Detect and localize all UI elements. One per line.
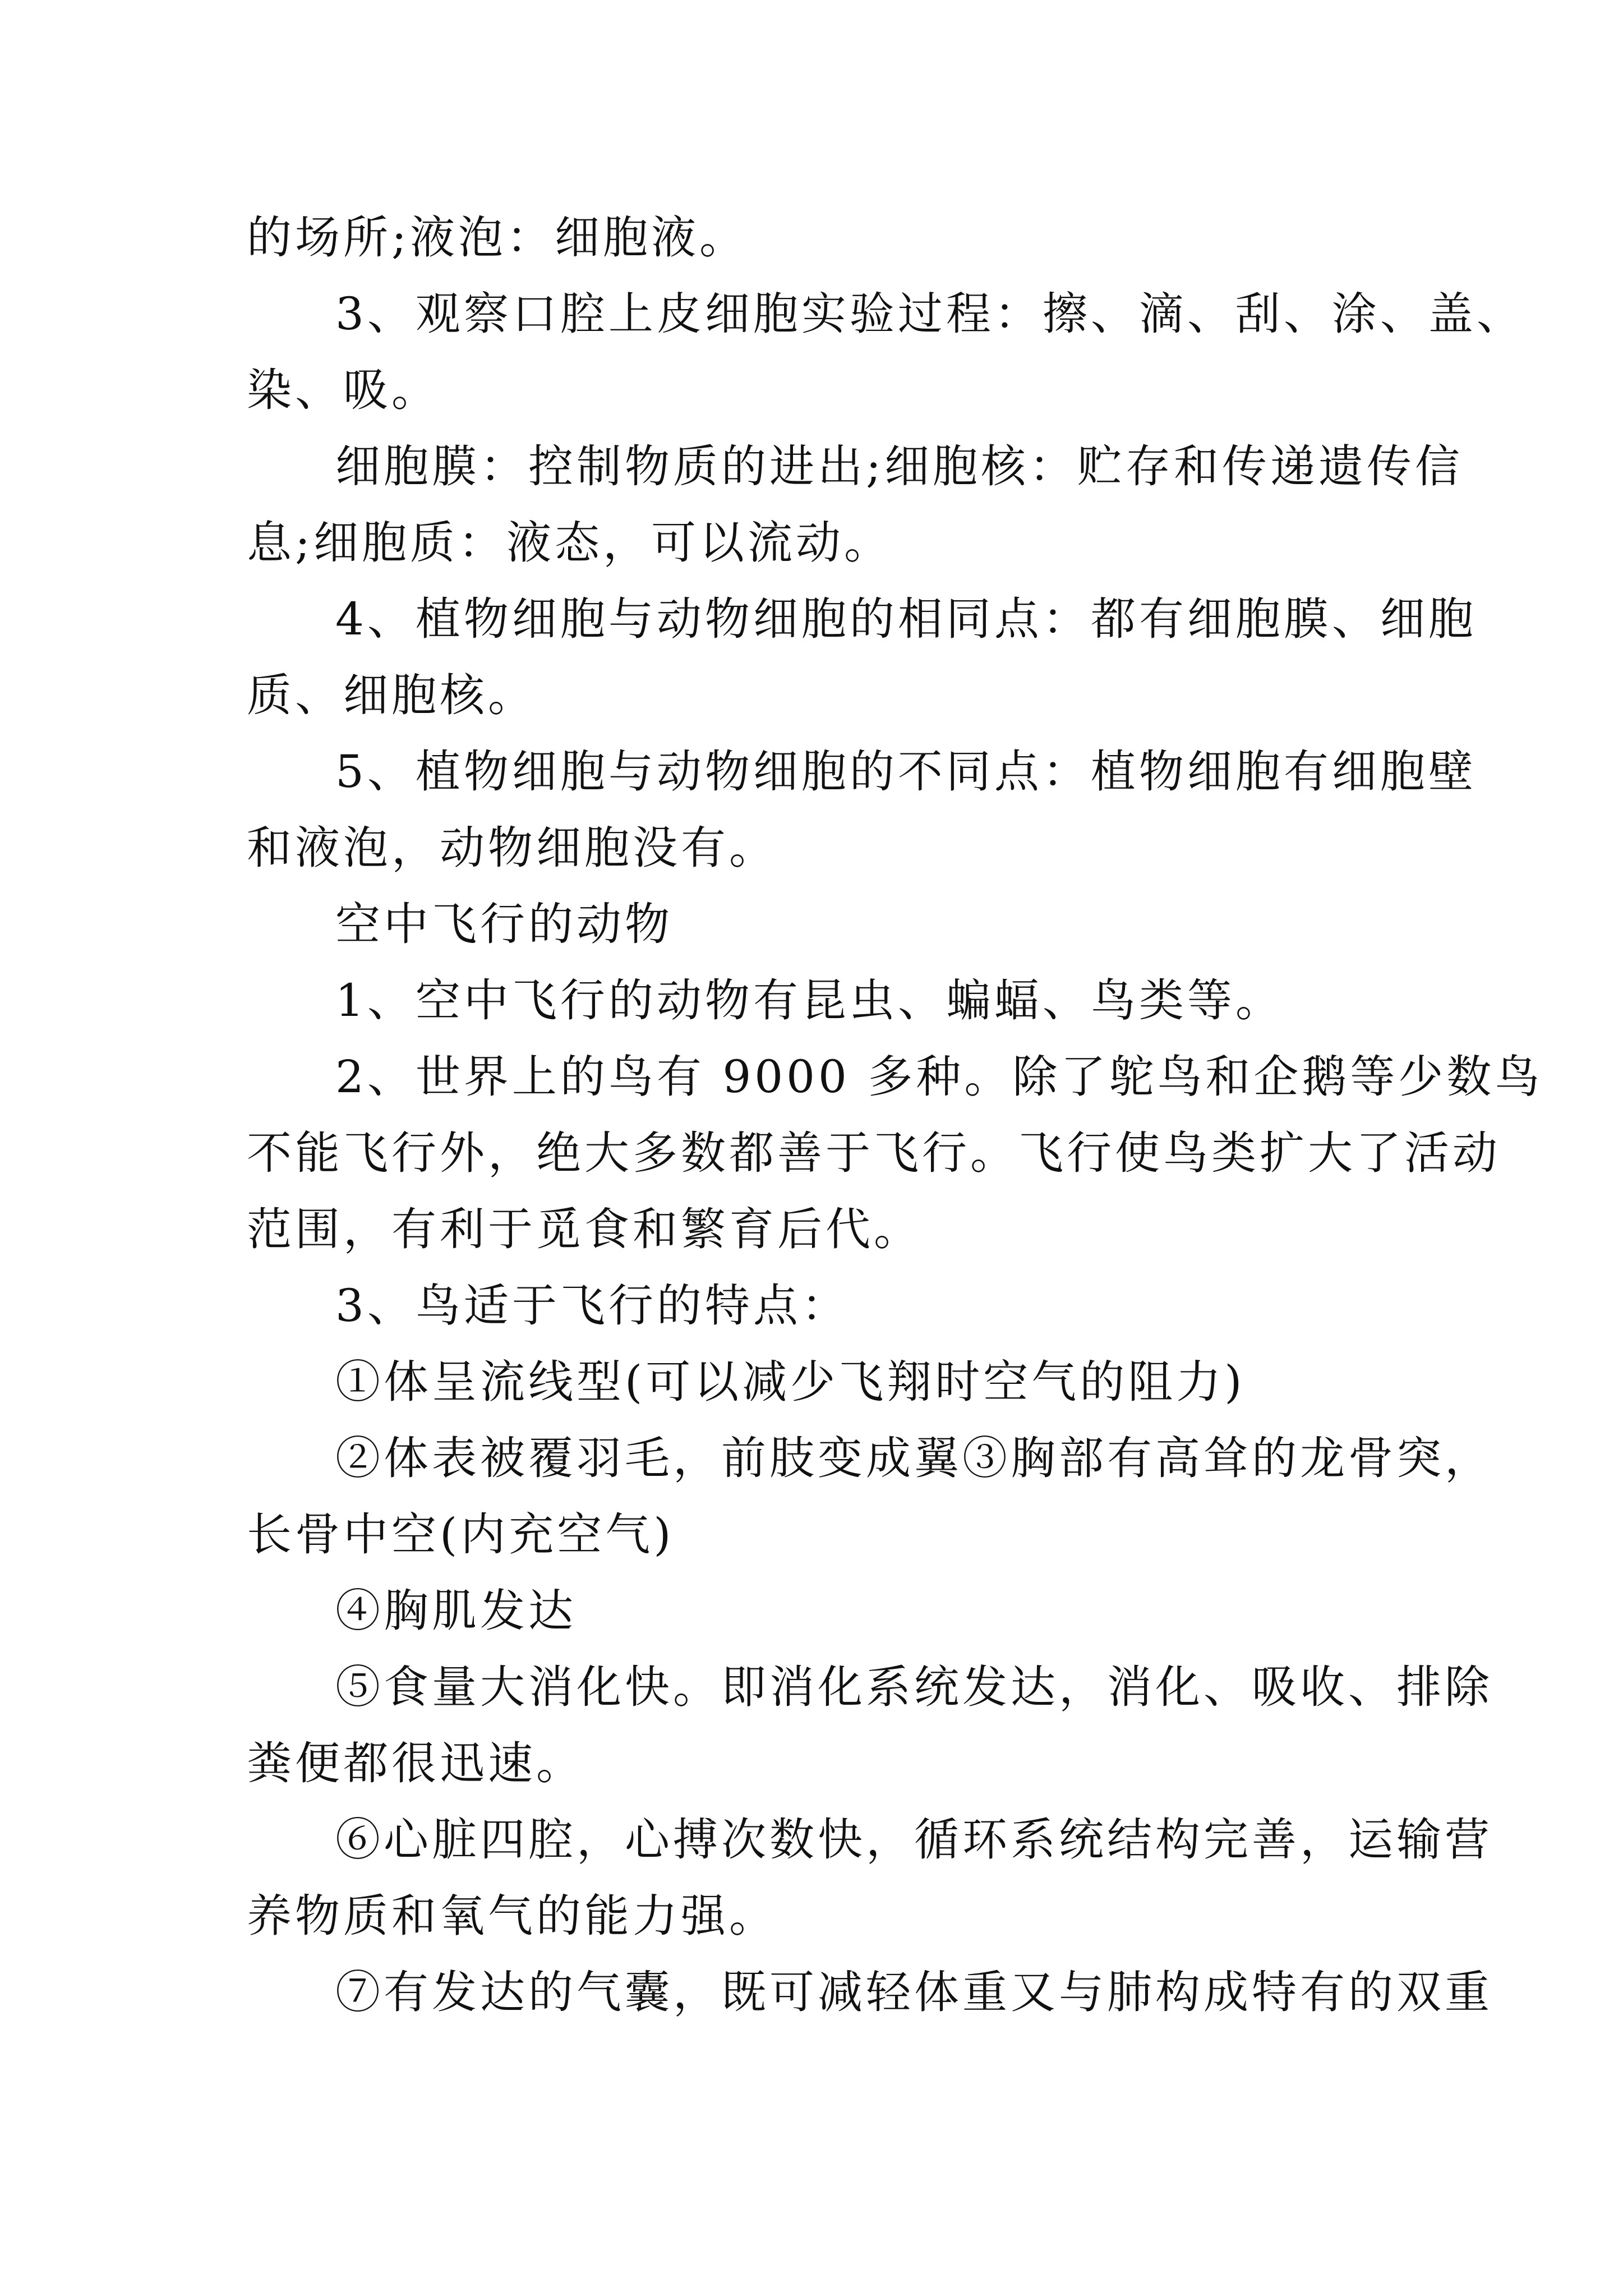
- text-line: 和液泡，动物细胞没有。: [247, 822, 777, 874]
- text-line: ①体呈流线型(可以减少飞翔时空气的阻力): [335, 1356, 1246, 1408]
- text-line: ④胸肌发达: [335, 1585, 577, 1637]
- text-line: 不能飞行外，绝大多数都善于飞行。飞行使鸟类扩大了活动: [247, 1127, 1501, 1179]
- text-line: 养物质和氧气的能力强。: [247, 1890, 777, 1942]
- text-line: 2、世界上的鸟有 9000 多种。除了鸵鸟和企鹅等少数鸟: [335, 1051, 1543, 1103]
- text-line: 细胞膜：控制物质的进出;细胞核：贮存和传递遗传信: [335, 440, 1463, 493]
- text-line: 范围，有利于觅食和繁育后代。: [247, 1203, 922, 1255]
- text-line: ②体表被覆羽毛，前肢变成翼③胸部有高耸的龙骨突，: [335, 1432, 1493, 1484]
- text-line: 4、植物细胞与动物细胞的相同点：都有细胞膜、细胞: [335, 593, 1477, 645]
- text-line: 染、吸。: [247, 364, 440, 416]
- text-line: ⑥心脏四腔，心搏次数快，循环系统结构完善，运输营: [335, 1814, 1493, 1866]
- text-line: 长骨中空(内充空气): [247, 1508, 675, 1561]
- text-line: 息;细胞质：液态，可以流动。: [247, 517, 892, 569]
- text-line: 3、观察口腔上皮细胞实验过程：擦、滴、刮、涂、盖、: [335, 288, 1525, 340]
- text-line: ⑤食量大消化快。即消化系统发达，消化、吸收、排除: [335, 1661, 1493, 1713]
- section-heading: 空中飞行的动物: [335, 898, 673, 950]
- text-line: ⑦有发达的气囊，既可减轻体重又与肺构成特有的双重: [335, 1966, 1493, 2018]
- text-line: 5、植物细胞与动物细胞的不同点：植物细胞有细胞壁: [335, 746, 1477, 798]
- text-line: 质、细胞核。: [247, 669, 536, 721]
- text-line: 粪便都很迅速。: [247, 1737, 584, 1789]
- text-line: 1、空中飞行的动物有昆虫、蝙蝠、鸟类等。: [335, 974, 1284, 1027]
- text-line: 的场所;液泡：细胞液。: [247, 211, 748, 264]
- text-line: 3、鸟适于飞行的特点：: [335, 1280, 850, 1332]
